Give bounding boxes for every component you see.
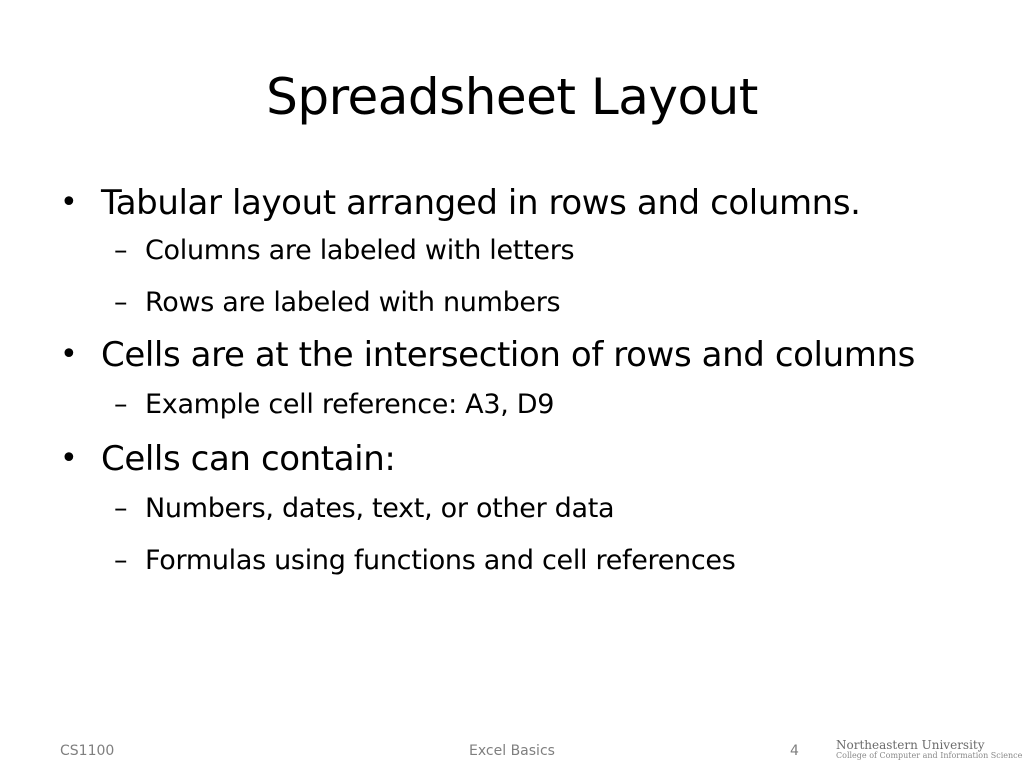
bullet-item bbox=[60, 180, 960, 226]
sub-bullet-text: Formulas using functions and cell references bbox=[145, 545, 736, 576]
sub-bullet-item bbox=[60, 542, 960, 580]
bullet-text: Cells can contain: bbox=[101, 439, 396, 479]
dash-icon: – bbox=[114, 493, 128, 524]
sub-bullet-item bbox=[60, 386, 960, 424]
dash-icon: – bbox=[114, 235, 128, 266]
bullet-icon: • bbox=[60, 441, 78, 476]
footer-course: CS1100 bbox=[60, 743, 115, 759]
sub-bullet-text: Rows are labeled with numbers bbox=[145, 287, 561, 318]
dash-icon: – bbox=[114, 545, 128, 576]
slide-content bbox=[60, 180, 960, 580]
bullet-item bbox=[60, 332, 960, 378]
page-number: 4 bbox=[790, 743, 799, 759]
university-logo bbox=[836, 738, 1023, 764]
sub-bullet-item bbox=[60, 490, 960, 528]
sub-bullet-text: Example cell reference: A3, D9 bbox=[145, 389, 555, 420]
bullet-icon: • bbox=[60, 337, 78, 372]
sub-bullet-item bbox=[60, 232, 960, 270]
footer-topic: Excel Basics bbox=[469, 743, 555, 759]
logo-college-name: College of Computer and Information Science bbox=[836, 751, 1023, 760]
dash-icon: – bbox=[114, 287, 128, 318]
bullet-icon: • bbox=[60, 185, 78, 220]
logo-university-name: Northeastern University bbox=[836, 738, 985, 752]
sub-bullet-text: Numbers, dates, text, or other data bbox=[145, 493, 615, 524]
sub-bullet-item bbox=[60, 284, 960, 322]
slide-title: Spreadsheet Layout bbox=[266, 68, 758, 126]
bullet-text: Tabular layout arranged in rows and columns. bbox=[101, 183, 861, 223]
dash-icon: – bbox=[114, 389, 128, 420]
sub-bullet-text: Columns are labeled with letters bbox=[145, 235, 575, 266]
bullet-item bbox=[60, 436, 960, 482]
bullet-text: Cells are at the intersection of rows and columns bbox=[101, 335, 915, 375]
